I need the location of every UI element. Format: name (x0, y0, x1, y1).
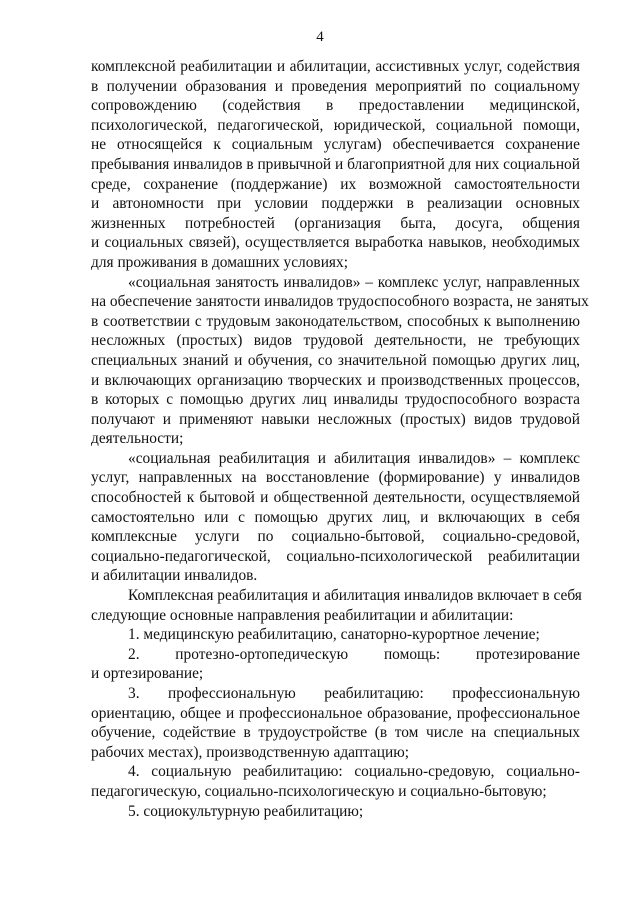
text-line: способностей к бытовой и общественной деятельности, осуществляемой (91, 489, 580, 507)
text-line: «социальная реабилитация и абилитация инвалидов» – комплекс (128, 449, 580, 467)
text-line: специальных знаний и обучения, со значительной помощью других лиц, (91, 351, 580, 369)
text-line: «социальная занятость инвалидов» – комплекс услуг, направленных (128, 273, 580, 291)
text-line: жизненных потребностей (организация быта, досуга, общения (91, 214, 580, 232)
text-line: Комплексная реабилитация и абилитация инвалидов включает в себя (128, 587, 582, 605)
text-line: и абилитации инвалидов. (91, 567, 258, 585)
text-line: комплексные услуги по социально-бытовой, социально-средовой, (91, 528, 580, 546)
text-line: 1. медицинскую реабилитацию, санаторно-курортное лечение; (128, 626, 540, 644)
text-line: 5. социокультурную реабилитацию; (128, 802, 364, 820)
text-line: получают и применяют навыки несложных (простых) видов трудовой (91, 410, 580, 428)
text-line: психологической, педагогической, юридической, социальной помощи, (91, 116, 580, 134)
text-line: для проживания в домашних условиях; (91, 253, 348, 271)
text-line: самостоятельно или с помощью других лиц, и включающих в себя (91, 508, 580, 526)
text-line: среде, сохранение (поддержание) их возможной самостоятельности (91, 175, 580, 193)
text-line: 4. социальную реабилитацию: социально-средовую, социально- (128, 763, 580, 781)
text-line: в соответствии с трудовым законодательством, способных к выполнению (91, 312, 580, 330)
text-line: и автономности при условии поддержки в реализации основных (91, 195, 580, 213)
text-line: комплексной реабилитации и абилитации, ассистивных услуг, содействия (91, 58, 580, 75)
text-line: на обеспечение занятости инвалидов трудоспособного возраста, не занятых (91, 293, 589, 311)
text-line: сопровождению (содействия в предоставлении медицинской, (91, 97, 580, 115)
text-line: в которых с помощью других лиц инвалиды трудоспособного возраста (91, 391, 580, 409)
text-line: ориентацию, общее и профессиональное образование, профессиональное (91, 704, 580, 722)
text-line: 3. профессиональную реабилитацию: профессиональную (128, 685, 580, 702)
text-line: рабочих местах), производственную адаптацию; (91, 743, 410, 761)
text-line: социально-педагогической, социально-психологической реабилитации (91, 547, 580, 565)
text-line: педагогическую, социально-психологическую и социально-бытовую; (91, 782, 547, 800)
text-line: несложных (простых) видов трудовой деятельности, не требующих (91, 332, 580, 350)
text-line: не относящейся к социальным услугам) обеспечивается сохранение (91, 136, 580, 154)
page-number: 4 (316, 29, 324, 45)
text-line: следующие основные направления реабилитации и абилитации: (91, 606, 514, 624)
text-line: 2. протезно-ортопедическую помощь: протезирование (128, 645, 580, 663)
text-line: пребывания инвалидов в привычной и благоприятной для них социальной (91, 155, 580, 173)
text-line: деятельности; (91, 430, 184, 448)
text-line: услуг, направленных на восстановление (формирование) у инвалидов (91, 469, 580, 487)
text-line: и включающих организацию творческих и производственных процессов, (91, 371, 580, 389)
document-body (91, 57, 589, 821)
text-line: обучение, содействие в трудоустройстве (в том числе на специальных (91, 724, 580, 742)
text-line: и социальных связей), осуществляется выработка навыков, необходимых (91, 234, 580, 252)
text-line: и ортезирование; (91, 665, 204, 683)
text-line: в получении образования и проведения мероприятий по социальному (91, 77, 580, 95)
